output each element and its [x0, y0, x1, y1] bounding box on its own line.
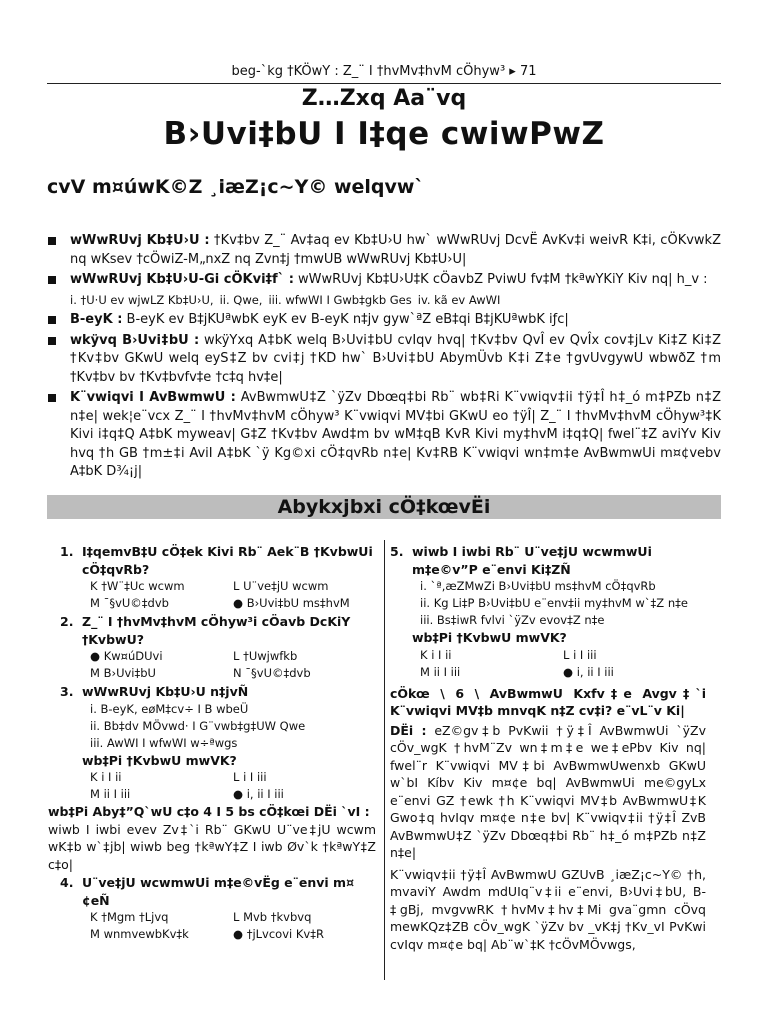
option: ● B›Uvi‡bU ms‡hvM: [233, 596, 350, 610]
option: M ii I iii: [90, 787, 131, 801]
option: M ¯§vU©‡dvb: [90, 596, 169, 610]
statement: ii. Bb‡dv MÖvwd· I G¨vwb‡g‡UW Qwe: [90, 718, 306, 733]
passage-text: wiwb I iwbi evev Zv‡`i Rb¨ GKwU U¨ve‡jU wcwm wK‡b w`‡jb| wiwb beg †kªwY‡Z I iwb Øv`k †kªwY‡Z c‡o|: [48, 821, 376, 872]
item-text: wWwRUvj Kb‡U›U‡K cÖavbZ PviwU fv‡M †kªwYKiY Kiv nq| h_v :: [293, 272, 708, 287]
item-label: K¨vwiqvi I AvBwmwU :: [70, 390, 236, 405]
statement: iii. AwWI I wfwWI w÷ªwgs: [90, 735, 238, 750]
option: ● †jLvcovi Kv‡R: [233, 927, 324, 941]
sub-item: i. †U·U ev wjwLZ Kb‡U›U,: [70, 292, 214, 307]
item-label: wWwRUvj Kb‡U›U :: [70, 233, 210, 248]
list-item: [47, 332, 721, 388]
question-text: I‡qemvB‡U cÖ‡ek Kivi Rb¨ Aek¨B †KvbwUi cÖ‡qvRb?: [82, 544, 373, 577]
option: L i I iii: [563, 647, 597, 662]
right-column: [390, 542, 706, 953]
question-text: wWwRUvj Kb‡U›U n‡jvÑ: [82, 684, 249, 699]
option: K i I ii: [420, 647, 452, 662]
passage-heading: wb‡Pi Aby‡”Q`wU c‡o 4 I 5 bs cÖ‡kœi DËi `vI :: [48, 804, 370, 819]
option: ● Kw¤úDUvi: [90, 649, 163, 663]
column-divider: [384, 540, 385, 980]
option: K †W¨‡Uc wcwm: [90, 579, 185, 593]
options: [60, 648, 376, 682]
summary-list: [47, 232, 721, 484]
section-band: Abykxjbxi cÖ‡kœvËi: [47, 495, 721, 519]
item-label: B-eyK :: [70, 312, 123, 327]
options: [60, 578, 376, 612]
list-item: [47, 389, 721, 482]
item-label: wWwRUvj Kb‡U›U-Gi cÖKvi‡f` :: [70, 272, 294, 287]
answer-text: eZ©gv‡b PvKwii †ÿ‡Î AvBwmwUi `ÿZv cÖv_wgK †hvM¨Zv wn‡m‡e we‡ePbv Kiv nq| fwel¨r K¨vwiqvi MV‡bi AvBwmwUwenxb GKwU w`bI Kíbv Kiv m¤¢e bq| AvBwmwUi me©gyLx e¨envi GZ †ewk †h K¨vwiqvi MV‡b AvBwmwU‡K Gwo‡q hvIqv m¤¢e n‡e bv| K¨vwiqv‡ii †ÿ‡Î ZvB AvBwmwU‡Z `ÿZv Dbœq‡bi Rb¨ h‡_ó m‡PZb n‡Z n‡e|: [390, 722, 706, 860]
list-item: [47, 311, 721, 330]
option: N ¯§vU©‡dvb: [233, 666, 311, 680]
answer-text: K¨vwiqv‡ii †ÿ‡Î AvBwmwU GZUvB ¸iæZ¡c~Y© †h, mvaviY Awdm mdUIq¨v‡ii e¨envi, B›Uvi‡bU, B-‡gBj, mvgvwRK †hvMv‡hv‡Mi gva¨gmn cÖvq mewKQz‡ZB cÖv_wgK `ÿZv bv _vK‡j †Kv_vI PvKwi cvIqv m¤¢e bq| Ab¨w`‡K †cÖvMÖvwgs,: [390, 866, 706, 952]
sub-item: iv. kã ev AwWI: [417, 292, 501, 307]
sub-item: ii. Qwe,: [219, 292, 263, 307]
option: L Mvb †kvbvq: [233, 910, 312, 924]
item-text: wkÿYxq A‡bK welq B›Uvi‡bU cvIqv hvq| †Kv‡bv QvÎ ev QvÎx cov‡jLv Ki‡Z Ki‡Z †Kv‡bv GKwU welq eyS‡Z bv cvi‡j †KD hw` B›Uvi‡bU AbymÜvb K‡i Z‡e †gvUvgywU wbwðZ †m †Kv‡bv bv †Kv‡bvfv‡e †c‡q hv‡e|: [70, 332, 721, 385]
left-column: [48, 542, 376, 943]
question-number: 3.: [60, 684, 74, 699]
statement: i. B-eyK, eøM‡cv÷ I B wbeÜ: [90, 701, 249, 716]
question-text: Z_¨ I †hvMv‡hvM cÖhyw³i cÖavb DcKiY †KvbwU?: [82, 614, 351, 647]
options: [60, 909, 376, 943]
statement: ii. Kg Li‡P B›Uvi‡bU e¨env‡ii my‡hvM w`‡Z n‡e: [420, 596, 688, 610]
option: ● i, ii I iii: [233, 787, 284, 801]
option: ● i, ii I iii: [563, 664, 614, 679]
sub-question: wb‡Pi †KvbwU mwVK?: [412, 630, 567, 645]
option: M wnmvewbKv‡k: [90, 927, 189, 941]
question-number: 1.: [60, 544, 74, 559]
options: [60, 769, 376, 803]
section-heading: cvV m¤úwK©Z ¸iæZ¡c~Y© welqvw`: [47, 176, 424, 198]
sub-item: iii. wfwWI I Gwb‡gkb Ges: [268, 292, 412, 307]
item-label: wkÿvq B›Uvi‡bU :: [70, 332, 200, 348]
statement: i. `ª‚æZMwZi B›Uvi‡bU ms‡hvM cÖ‡qvRb: [420, 579, 656, 593]
question: [60, 543, 376, 578]
question-text: wiwb I iwbi Rb¨ U¨ve‡jU wcwmwUi m‡e©v”P e¨envi Ki‡ZÑ: [412, 544, 652, 577]
question-number: 2.: [60, 614, 74, 629]
chapter-title: B›Uvi‡bU I I‡qe cwiwPwZ: [163, 116, 605, 152]
question-number: 5.: [390, 544, 404, 559]
list-item: [47, 271, 721, 309]
statement: iii. Bs‡iwR fvlvi `ÿZv evov‡Z n‡e: [420, 613, 605, 627]
sub-question: wb‡Pi †KvbwU mwVK?: [82, 752, 237, 768]
option: M ii I iii: [420, 664, 461, 679]
option: L i I iii: [233, 770, 267, 784]
options: [390, 647, 706, 681]
item-text: AvBwmwU‡Z `ÿZv Dbœq‡bi Rb¨ wb‡Ri K¨vwiqv‡ii †ÿ‡Î h‡_ó m‡PZb n‡Z n‡e| wek¦e¨vcx Z_¨ I †hvMv‡hvM cÖhyw³ K¨vwiqvi MV‡bi GKwU eo †ÿÎ| Z_¨ I †hvMv‡hvM cÖhyw³‡K Kivi i‡q‡Q A‡bK myweav| G‡Z †Kv‡bv Awd‡m bv wM‡qB KvR Kivi my‡hvM i‡q‡Q| fwel¨‡Z aviYv Kiv hvq †h GB †m±‡i AviI A‡bK `ÿ Kg©xi cÖ‡qvRb n‡e| Kv‡RB K¨vwiqvi wn‡m‡e AvBwmwUi m¤¢vebv A‡bK D¾¡j|: [70, 390, 722, 479]
question: [60, 683, 376, 701]
option: L †Uwjwfkb: [233, 649, 298, 663]
option: K †Mgm †Ljvq: [90, 910, 169, 924]
chapter-number: Z…Zxq Aa¨vq: [301, 86, 467, 111]
running-header: beg-`kg †KÖwY : Z_¨ I †hvMv‡hvM cÖhyw³ ▸ 71: [231, 64, 537, 79]
question-text: U¨ve‡jU wcwmwUi m‡e©vËg e¨envi m¤¢eÑ: [82, 875, 355, 908]
question: [60, 613, 376, 648]
question: [60, 874, 376, 909]
sub-list: [70, 291, 721, 310]
question: [390, 543, 706, 578]
header-rule: [47, 83, 721, 84]
option: M B›Uvi‡bU: [90, 666, 156, 680]
creative-question: cÖkœ \ 6 \ AvBwmwU Kxfv‡e Avgv‡`i K¨vwiqvi MV‡b mnvqK n‡Z cv‡i? e¨vL¨v Ki|: [390, 685, 706, 718]
answer-paragraph: [390, 722, 706, 862]
item-text: B-eyK ev B‡jKUªwbK eyK ev B-eyK n‡jv gyw`ªZ eB‡qi B‡jKUªwbK iƒc|: [122, 312, 569, 327]
question-number: 4.: [60, 875, 74, 890]
option: K i I ii: [90, 770, 122, 784]
item-text: †Kv‡bv Z_¨ Av‡aq ev Kb‡U›U hw` wWwRUvj DcvË AvKv‡i weivR K‡i, cÖKvwkZ nq wKsev †cÖwiZ-M„nxZ nq Zvn‡j †mwUB wWwRUvj Kb‡U›U|: [70, 233, 721, 267]
option: L U¨ve‡jU wcwm: [233, 579, 329, 593]
answer-label: DËi :: [390, 722, 427, 738]
list-item: [47, 232, 721, 269]
